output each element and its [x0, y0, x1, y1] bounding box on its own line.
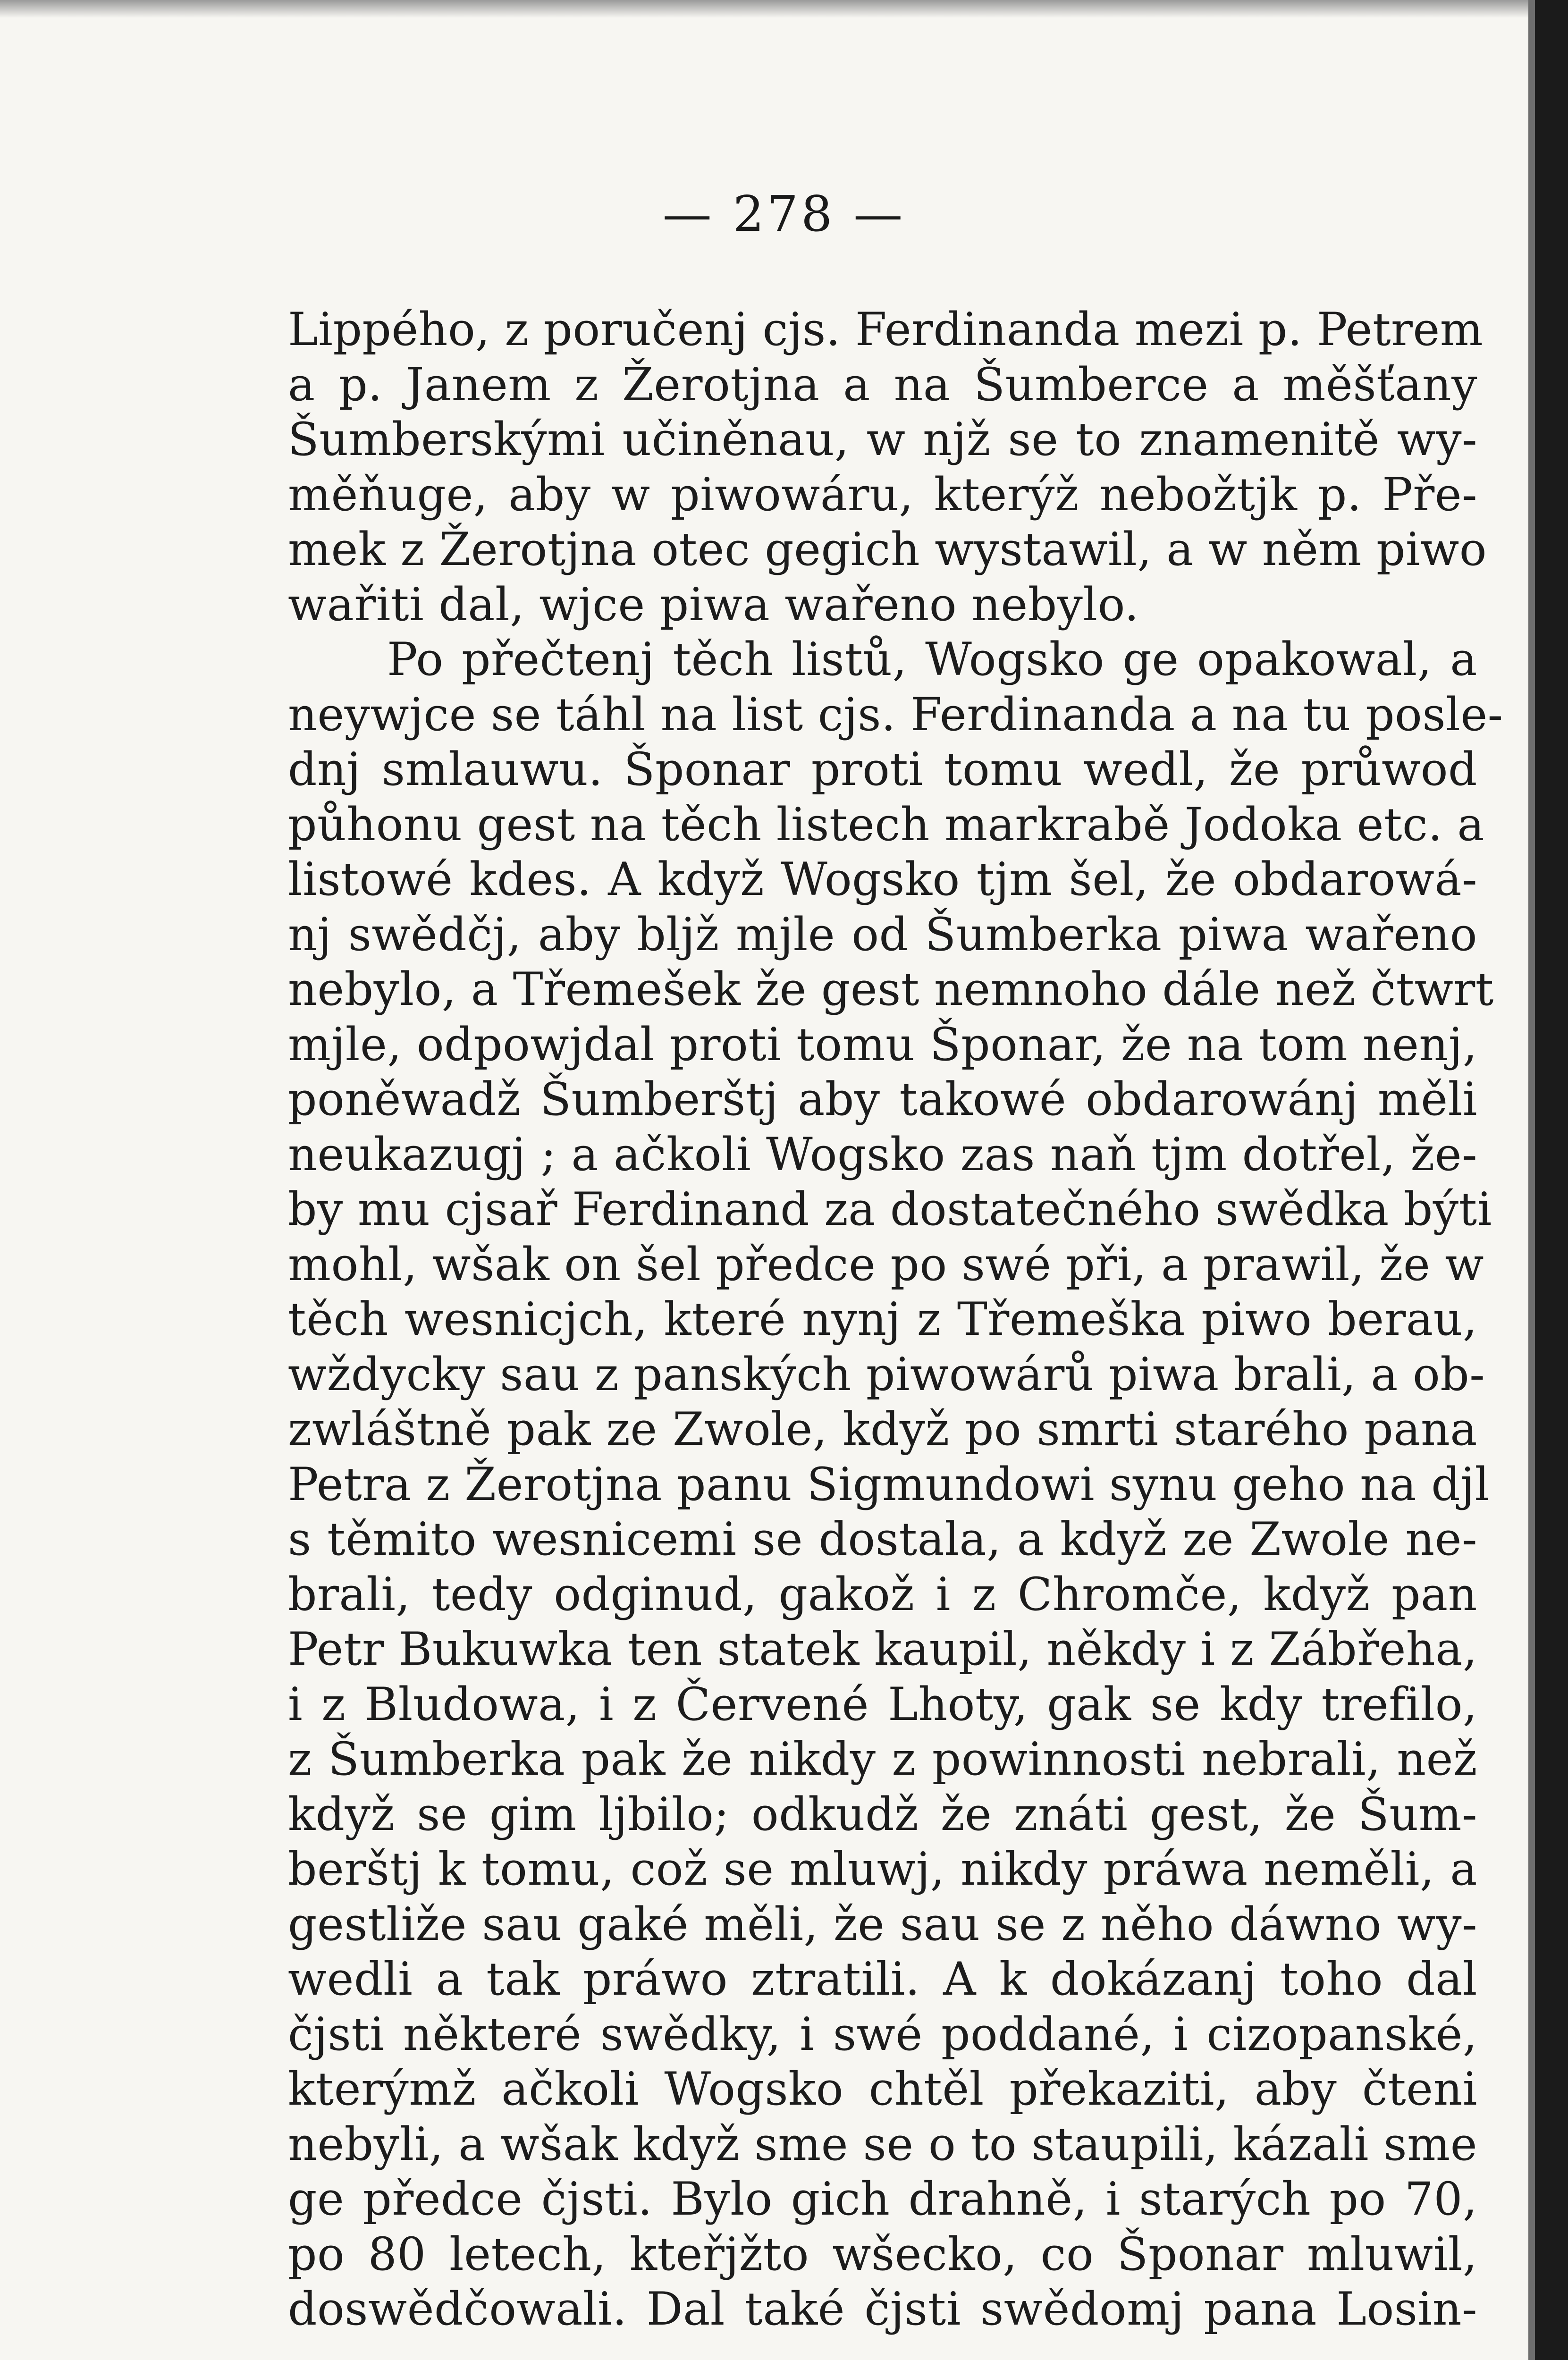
body-text [288, 302, 1503, 2337]
text-line: gestliže sau gaké měli, že sau se z něho dáwno wy- [288, 1897, 1477, 1951]
text-line: kterýmž ačkoli Wogsko chtěl překaziti, aby čteni [288, 2063, 1477, 2116]
text-line: nebylo, a Třemešek že gest nemnoho dále než čtwrt [288, 963, 1494, 1016]
text-line: wařiti dal, wjce piwa wařeno nebylo. [288, 578, 1139, 631]
text-line: Lippého, z poručenj cjs. Ferdinanda mezi p. Petrem [288, 303, 1484, 356]
text-line: by mu cjsař Ferdinand za dostatečného swědka býti [288, 1183, 1492, 1236]
text-line: neywjce se táhl na list cjs. Ferdinanda a na tu posle- [288, 688, 1503, 741]
text-line: brali, tedy odginud, gakož i z Chromče, když pan [288, 1568, 1477, 1621]
page-number: — 278 — [662, 185, 906, 243]
text-line: měňuge, aby w piwowáru, kterýž nebožtjk p. Pře- [288, 468, 1477, 521]
text-line: dnj smlauwu. Šponar proti tomu wedl, že průwod [288, 743, 1477, 796]
text-line: wedli a tak práwo ztratili. A k dokázanj toho dal [288, 1953, 1477, 2006]
text-line: těch wesnicjch, které nynj z Třemeška piwo berau, [288, 1293, 1477, 1346]
text-line: berštj k tomu, což se mluwj, nikdy práwa neměli, a [288, 1843, 1477, 1896]
text-line: mek z Žerotjna otec gegich wystawil, a w něm piwo [288, 523, 1487, 576]
text-line: s těmito wesnicemi se dostala, a když ze Zwole ne- [288, 1513, 1477, 1566]
text-line: poněwadž Šumberštj aby takowé obdarowánj měli [288, 1073, 1477, 1126]
scan-edge-shadow [1528, 0, 1535, 2360]
text-line: listowé kdes. A když Wogsko tjm šel, že obdarowá- [288, 853, 1477, 906]
text-line: čjsti některé swědky, i swé poddané, i cizopanské, [288, 2007, 1477, 2061]
text-line: Po přečtenj těch listů, Wogsko ge opakowal, a [387, 633, 1477, 686]
text-line: neukazugj ; a ačkoli Wogsko zas naň tjm dotřel, že- [288, 1128, 1477, 1181]
text-line: Petra z Žerotjna panu Sigmundowi synu geho na djl [288, 1458, 1490, 1511]
text-line: Šumberskými učiněnau, w njž se to znamenitě wy- [288, 413, 1477, 466]
text-line: půhonu gest na těch listech markrabě Jodoka etc. a [288, 798, 1485, 851]
text-line: Petr Bukuwka ten statek kaupil, někdy i z Zábřeha, [288, 1623, 1477, 1676]
text-line: po 80 letech, kteřjžto wšecko, co Šponar mluwil, [288, 2227, 1477, 2281]
text-line: mohl, wšak on šel předce po swé při, a prawil, že w [288, 1238, 1484, 1291]
text-line: mjle, odpowjdal proti tomu Šponar, že na tom nenj, [288, 1018, 1477, 1071]
text-line: i z Bludowa, i z Červené Lhoty, gak se kdy trefilo, [288, 1677, 1477, 1731]
text-line: wždycky sau z panských piwowárů piwa brali, a ob- [288, 1348, 1485, 1401]
text-line: nj swědčj, aby bljž mjle od Šumberka piwa wařeno [288, 908, 1477, 961]
scan-edge-border [1535, 0, 1568, 2360]
text-line: zwláštně pak ze Zwole, když po smrti starého pana [288, 1403, 1477, 1456]
text-line: když se gim ljbilo; odkudž že znáti gest, že Šum- [288, 1787, 1477, 1841]
text-line: z Šumberka pak že nikdy z powinnosti nebrali, než [288, 1733, 1477, 1786]
text-line: doswědčowali. Dal také čjsti swědomj pana Losin- [288, 2283, 1477, 2335]
scan-top-shadow [0, 0, 1568, 18]
text-line: nebyli, a wšak když sme se o to staupili, kázali sme [288, 2117, 1477, 2171]
text-line: a p. Janem z Žerotjna a na Šumberce a měšťany [288, 358, 1477, 411]
text-line: ge předce čjsti. Bylo gich drahně, i starých po 70, [288, 2173, 1477, 2225]
